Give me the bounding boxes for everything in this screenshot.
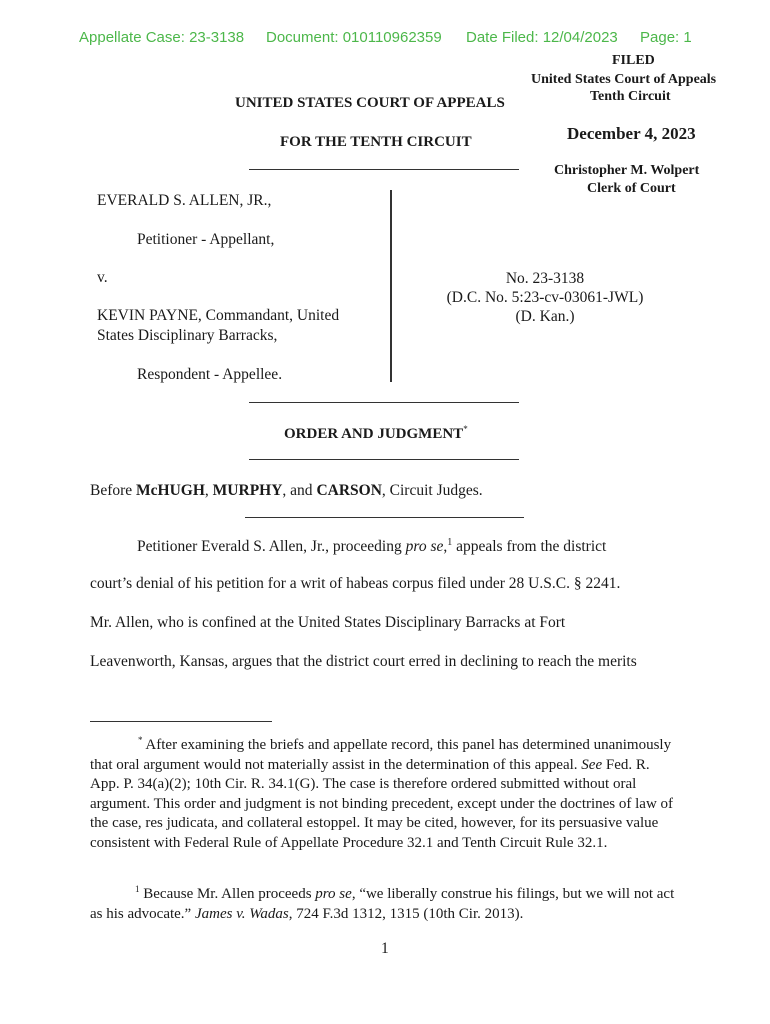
body-text: , bbox=[443, 538, 448, 556]
petitioner-name: EVERALD S. ALLEN, JR., bbox=[97, 192, 272, 209]
panel-line bbox=[90, 482, 483, 500]
footnote-ref: 1 bbox=[447, 537, 453, 548]
stamp-filed: FILED bbox=[612, 53, 655, 68]
panel-sep: , and bbox=[282, 482, 317, 499]
footnote-text: Because Mr. Allen proceeds bbox=[139, 886, 316, 902]
footnote-marker: 1 bbox=[135, 884, 140, 894]
court-name: UNITED STATES COURT OF APPEALS bbox=[235, 95, 505, 111]
stamp-clerk-name: Christopher M. Wolpert bbox=[554, 163, 700, 178]
header-document: Document: 010110962359 bbox=[266, 29, 442, 46]
footnote-star bbox=[90, 731, 680, 854]
body-text: Petitioner Everald S. Allen, Jr., proceeding bbox=[137, 538, 406, 556]
footnote-text: Fed. R. App. P. 34(a)(2); 10th Cir. R. 34.1(G). The case is therefore ordered submitted without oral argument. This order and judgment is not binding precedent, except under the doctrines of law of the case, res judicata, and collateral estoppel. It may be cited, however, for its persuasive value consistent with Federal Rule of Appellate Procedure 32.1 and Tenth Circuit Rule 32.1. bbox=[90, 756, 674, 851]
respondent-name-line1: KEVIN PAYNE, Commandant, United bbox=[97, 307, 340, 324]
stamp-court: United States Court of Appeals bbox=[531, 72, 717, 87]
district-court: (D. Kan.) bbox=[515, 308, 575, 325]
title-text: ORDER AND JUDGMENT bbox=[284, 426, 464, 442]
case-citation: James v. Wadas bbox=[194, 905, 289, 922]
footnote-text: , 724 F.3d 1312, 1315 (10th Cir. 2013). bbox=[288, 905, 524, 922]
footnote-text: After examining the briefs and appellate record, this panel has determined unanimously that oral argument would not materially assist in the determination of this appeal. bbox=[90, 737, 672, 773]
body-line: Leavenworth, Kansas, argues that the district court erred in declining to reach the merits bbox=[90, 653, 637, 670]
divider-rule bbox=[245, 517, 524, 518]
body-line: Mr. Allen, who is confined at the United States Disciplinary Barracks at Fort bbox=[90, 614, 566, 631]
divider-rule bbox=[249, 169, 519, 170]
stamp-date: December 4, 2023 bbox=[567, 124, 696, 143]
versus: v. bbox=[97, 269, 108, 286]
respondent-name-line2: States Disciplinary Barracks, bbox=[97, 327, 278, 344]
body-line: court’s denial of his petition for a writ of habeas corpus filed under 28 U.S.C. § 2241. bbox=[90, 575, 621, 592]
document-title bbox=[284, 424, 468, 443]
footnote-italic: pro se bbox=[315, 886, 352, 902]
footnote-signal: See bbox=[581, 756, 603, 773]
divider-rule bbox=[249, 402, 519, 403]
page-number: 1 bbox=[381, 940, 389, 957]
stamp-clerk-title: Clerk of Court bbox=[587, 181, 676, 196]
judge-name: McHUGH bbox=[136, 482, 205, 499]
body-italic: pro se bbox=[405, 538, 444, 556]
title-footnote-marker: * bbox=[463, 424, 468, 434]
panel-before: Before bbox=[90, 482, 137, 499]
header-case: Appellate Case: 23-3138 bbox=[79, 29, 245, 46]
footnote-1 bbox=[90, 880, 690, 924]
stamp-circuit: Tenth Circuit bbox=[590, 89, 671, 104]
caption-divider bbox=[390, 190, 392, 382]
header-date-filed: Date Filed: 12/04/2023 bbox=[466, 29, 618, 46]
header-page: Page: 1 bbox=[640, 29, 692, 46]
body-text: appeals from the district bbox=[452, 538, 607, 556]
footnote-text: , “we liberally construe his filings, but we will not act as his advocate.” bbox=[90, 886, 675, 922]
case-numbers bbox=[420, 269, 670, 326]
district-case-number: (D.C. No. 5:23-cv-03061-JWL) bbox=[446, 289, 644, 306]
divider-rule bbox=[249, 459, 519, 460]
footnote-marker: * bbox=[138, 735, 143, 745]
panel-suffix: , Circuit Judges. bbox=[381, 482, 483, 499]
respondent-role: Respondent - Appellee. bbox=[137, 366, 283, 383]
body-line bbox=[137, 537, 606, 556]
panel-sep: , bbox=[204, 482, 213, 499]
judge-name: CARSON bbox=[316, 482, 382, 499]
petitioner-role: Petitioner - Appellant, bbox=[137, 231, 275, 248]
case-number: No. 23-3138 bbox=[505, 270, 585, 287]
footnote-separator bbox=[90, 721, 272, 722]
judge-name: MURPHY bbox=[212, 482, 283, 499]
court-circuit: FOR THE TENTH CIRCUIT bbox=[280, 134, 472, 150]
